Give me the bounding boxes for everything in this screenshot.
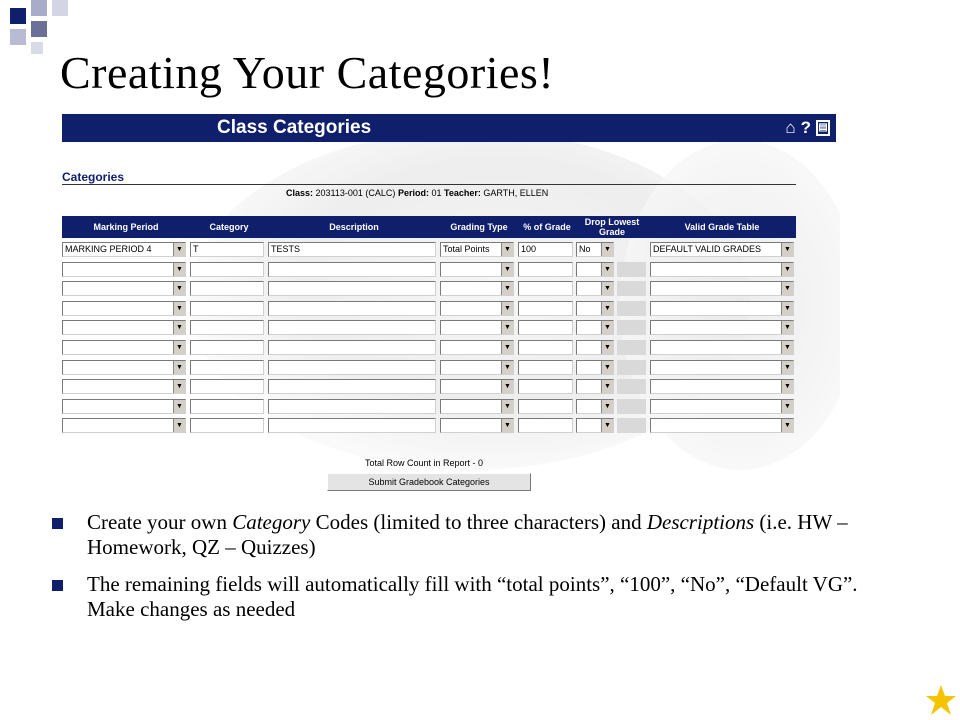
marking-period-select[interactable]: [62, 320, 186, 335]
category-code-input[interactable]: [190, 340, 264, 355]
valid-grade-table-select[interactable]: [650, 399, 794, 414]
marking-period-select[interactable]: [62, 281, 186, 296]
section-title: Categories: [62, 170, 125, 184]
bullet-text: (i.e. HW – Homework, QZ – Quizzes): [87, 510, 848, 559]
dropdown-arrow-icon[interactable]: ▼: [173, 243, 185, 256]
home-icon[interactable]: ⌂: [785, 118, 796, 137]
drop-lowest-select-value: No: [579, 244, 591, 254]
grading-type-select[interactable]: [440, 399, 514, 414]
bullet-square-icon: [52, 518, 63, 529]
dropdown-arrow-icon[interactable]: ▼: [601, 263, 613, 276]
disabled-cell: [617, 301, 646, 316]
table-row: [62, 318, 796, 337]
category-code-input[interactable]: [190, 301, 264, 316]
valid-grade-table-select[interactable]: [650, 320, 794, 335]
drop-lowest-select[interactable]: [576, 360, 614, 375]
column-header-grading-type: Grading Type: [450, 222, 508, 232]
grading-type-select[interactable]: [440, 242, 514, 257]
category-code-input[interactable]: [190, 281, 264, 296]
description-input[interactable]: [268, 262, 436, 277]
class-value: 203113-001 (CALC): [315, 188, 396, 198]
dropdown-arrow-icon[interactable]: ▼: [501, 380, 513, 393]
disabled-cell: [617, 320, 646, 335]
dropdown-arrow-icon[interactable]: ▼: [501, 321, 513, 334]
bullet-item: [50, 572, 910, 622]
description-input-value: TESTS: [271, 244, 301, 254]
grading-type-select[interactable]: [440, 281, 514, 296]
percent-of-grade-input[interactable]: [518, 262, 573, 277]
dropdown-arrow-icon[interactable]: ▼: [173, 263, 185, 276]
description-input[interactable]: [268, 242, 436, 257]
dropdown-arrow-icon[interactable]: ▼: [501, 419, 513, 432]
category-code-input[interactable]: [190, 418, 264, 433]
table-row: [62, 377, 796, 396]
class-info: [286, 188, 548, 198]
drop-lowest-select[interactable]: [576, 242, 614, 257]
marking-period-select-value: MARKING PERIOD 4: [65, 244, 152, 254]
disabled-cell: [617, 418, 646, 433]
teacher-value: GARTH, ELLEN: [483, 188, 549, 198]
drop-lowest-select[interactable]: [576, 262, 614, 277]
dropdown-arrow-icon[interactable]: ▼: [781, 282, 793, 295]
help-icon[interactable]: ?: [800, 118, 811, 137]
percent-of-grade-input[interactable]: [518, 320, 573, 335]
table-row: [62, 338, 796, 357]
dropdown-arrow-icon[interactable]: ▼: [173, 341, 185, 354]
dropdown-arrow-icon[interactable]: ▼: [601, 243, 613, 256]
drop-lowest-select[interactable]: [576, 281, 614, 296]
category-code-input[interactable]: [190, 242, 264, 257]
valid-grade-table-select[interactable]: [650, 340, 794, 355]
dropdown-arrow-icon[interactable]: ▼: [781, 419, 793, 432]
corner-square: [31, 42, 43, 54]
corner-square: [31, 0, 47, 16]
disabled-cell: [617, 360, 646, 375]
drop-lowest-select[interactable]: [576, 301, 614, 316]
corner-square: [52, 0, 68, 16]
description-input[interactable]: [268, 281, 436, 296]
dropdown-arrow-icon[interactable]: ▼: [781, 263, 793, 276]
disabled-cell: [617, 379, 646, 394]
percent-of-grade-input[interactable]: [518, 360, 573, 375]
print-icon[interactable]: ▤: [816, 120, 830, 136]
column-header-drop-lowest-grade: Drop Lowest Grade: [584, 217, 640, 237]
bullet-text: Create your own: [87, 510, 233, 534]
description-input[interactable]: [268, 399, 436, 414]
dropdown-arrow-icon[interactable]: ▼: [173, 380, 185, 393]
dropdown-arrow-icon[interactable]: ▼: [501, 263, 513, 276]
star-icon: [925, 684, 957, 716]
class-label: Class:: [286, 188, 314, 198]
dropdown-arrow-icon[interactable]: ▼: [173, 302, 185, 315]
bullet-text-italic: Descriptions: [646, 510, 755, 534]
dropdown-arrow-icon[interactable]: ▼: [173, 321, 185, 334]
grading-type-select[interactable]: [440, 379, 514, 394]
dropdown-arrow-icon[interactable]: ▼: [781, 302, 793, 315]
grading-type-select[interactable]: [440, 360, 514, 375]
period-value: 01: [431, 188, 442, 198]
marking-period-select[interactable]: [62, 262, 186, 277]
disabled-cell: [617, 399, 646, 414]
grading-type-select-value: Total Points: [443, 244, 490, 254]
bullet-text: The remaining fields will automatically fill with “total points”, “100”, “No”, “Default VG”. Make changes as needed: [87, 572, 858, 621]
dropdown-arrow-icon[interactable]: ▼: [173, 361, 185, 374]
description-input[interactable]: [268, 340, 436, 355]
bullet-item: [50, 510, 910, 560]
dropdown-arrow-icon[interactable]: ▼: [501, 341, 513, 354]
table-row: [62, 397, 796, 416]
percent-of-grade-input[interactable]: [518, 340, 573, 355]
banner-title: Class Categories: [217, 117, 372, 138]
dropdown-arrow-icon[interactable]: ▼: [173, 282, 185, 295]
marking-period-select[interactable]: [62, 340, 186, 355]
dropdown-arrow-icon[interactable]: ▼: [601, 419, 613, 432]
bullet-square-icon: [52, 580, 63, 591]
valid-grade-table-select[interactable]: [650, 281, 794, 296]
category-code-input[interactable]: [190, 379, 264, 394]
dropdown-arrow-icon[interactable]: ▼: [501, 361, 513, 374]
slide-title: Creating Your Categories!: [60, 47, 555, 98]
dropdown-arrow-icon[interactable]: ▼: [601, 380, 613, 393]
bullet-text-italic: Category: [232, 510, 311, 534]
table-header: [62, 216, 796, 238]
marking-period-select[interactable]: [62, 418, 186, 433]
dropdown-arrow-icon[interactable]: ▼: [601, 321, 613, 334]
table-row: [62, 358, 796, 377]
category-code-input[interactable]: [190, 320, 264, 335]
drop-lowest-select[interactable]: [576, 379, 614, 394]
dropdown-arrow-icon[interactable]: ▼: [173, 419, 185, 432]
dropdown-arrow-icon[interactable]: ▼: [781, 321, 793, 334]
table-row: [62, 279, 796, 298]
percent-of-grade-input[interactable]: [518, 418, 573, 433]
drop-lowest-select[interactable]: [576, 340, 614, 355]
column-header-description: Description: [329, 222, 379, 232]
percent-of-grade-input[interactable]: [518, 281, 573, 296]
valid-grade-table-select[interactable]: [650, 418, 794, 433]
category-code-input[interactable]: [190, 399, 264, 414]
marking-period-select[interactable]: [62, 242, 186, 257]
dropdown-arrow-icon[interactable]: ▼: [601, 282, 613, 295]
table-row: [62, 299, 796, 318]
dropdown-arrow-icon[interactable]: ▼: [781, 380, 793, 393]
description-input[interactable]: [268, 360, 436, 375]
bullet-text: Codes (limited to three characters) and: [310, 510, 647, 534]
description-input[interactable]: [268, 418, 436, 433]
description-input[interactable]: [268, 320, 436, 335]
valid-grade-table-select[interactable]: [650, 242, 794, 257]
dropdown-arrow-icon[interactable]: ▼: [501, 400, 513, 413]
section-divider: [62, 184, 796, 185]
dropdown-arrow-icon[interactable]: ▼: [781, 243, 793, 256]
dropdown-arrow-icon[interactable]: ▼: [601, 361, 613, 374]
dropdown-arrow-icon[interactable]: ▼: [781, 400, 793, 413]
percent-of-grade-input[interactable]: [518, 301, 573, 316]
valid-grade-table-select[interactable]: [650, 379, 794, 394]
drop-lowest-select[interactable]: [576, 418, 614, 433]
valid-grade-table-select[interactable]: [650, 360, 794, 375]
column-header-percent-of-grade: % of Grade: [523, 222, 571, 232]
submit-gradebook-categories-button[interactable]: Submit Gradebook Categories: [327, 473, 531, 491]
dropdown-arrow-icon[interactable]: ▼: [501, 302, 513, 315]
column-header-valid-grade-table: Valid Grade Table: [684, 222, 760, 232]
banner: [62, 114, 836, 142]
corner-square: [31, 21, 47, 37]
class-categories-screenshot: [60, 110, 840, 470]
marking-period-select[interactable]: [62, 379, 186, 394]
dropdown-arrow-icon[interactable]: ▼: [601, 341, 613, 354]
dropdown-arrow-icon[interactable]: ▼: [501, 282, 513, 295]
dropdown-arrow-icon[interactable]: ▼: [601, 400, 613, 413]
description-input[interactable]: [268, 301, 436, 316]
bullet-list: [50, 510, 910, 634]
grading-type-select[interactable]: [440, 418, 514, 433]
table-row: [62, 240, 796, 259]
grading-type-select[interactable]: [440, 340, 514, 355]
percent-of-grade-input[interactable]: [518, 399, 573, 414]
column-header-category: Category: [209, 222, 249, 232]
percent-of-grade-input-value: 100: [521, 244, 537, 254]
drop-lowest-select[interactable]: [576, 320, 614, 335]
category-code-input[interactable]: [190, 360, 264, 375]
dropdown-arrow-icon[interactable]: ▼: [781, 361, 793, 374]
marking-period-select[interactable]: [62, 360, 186, 375]
category-code-input[interactable]: [190, 262, 264, 277]
dropdown-arrow-icon[interactable]: ▼: [173, 400, 185, 413]
teacher-label: Teacher:: [444, 188, 481, 198]
percent-of-grade-input[interactable]: [518, 379, 573, 394]
dropdown-arrow-icon[interactable]: ▼: [501, 243, 513, 256]
period-label: Period:: [397, 188, 429, 198]
disabled-cell: [617, 262, 646, 277]
valid-grade-table-select-value: DEFAULT VALID GRADES: [653, 244, 762, 254]
valid-grade-table-select[interactable]: [650, 301, 794, 316]
dropdown-arrow-icon[interactable]: ▼: [781, 341, 793, 354]
grading-type-select[interactable]: [440, 262, 514, 277]
disabled-cell: [617, 281, 646, 296]
banner-icons: [785, 118, 830, 138]
percent-of-grade-input[interactable]: [518, 242, 573, 257]
corner-square: [10, 8, 26, 24]
dropdown-arrow-icon[interactable]: ▼: [601, 302, 613, 315]
column-header-marking-period: Marking Period: [93, 222, 159, 232]
valid-grade-table-select[interactable]: [650, 262, 794, 277]
table-row: [62, 416, 796, 435]
marking-period-select[interactable]: [62, 301, 186, 316]
description-input[interactable]: [268, 379, 436, 394]
drop-lowest-select[interactable]: [576, 399, 614, 414]
table-row: [62, 260, 796, 279]
grading-type-select[interactable]: [440, 301, 514, 316]
corner-square: [10, 29, 26, 45]
total-row-count: Total Row Count in Report - 0: [365, 458, 484, 468]
disabled-cell: [617, 340, 646, 355]
marking-period-select[interactable]: [62, 399, 186, 414]
grading-type-select[interactable]: [440, 320, 514, 335]
category-code-input-value: T: [193, 244, 199, 254]
